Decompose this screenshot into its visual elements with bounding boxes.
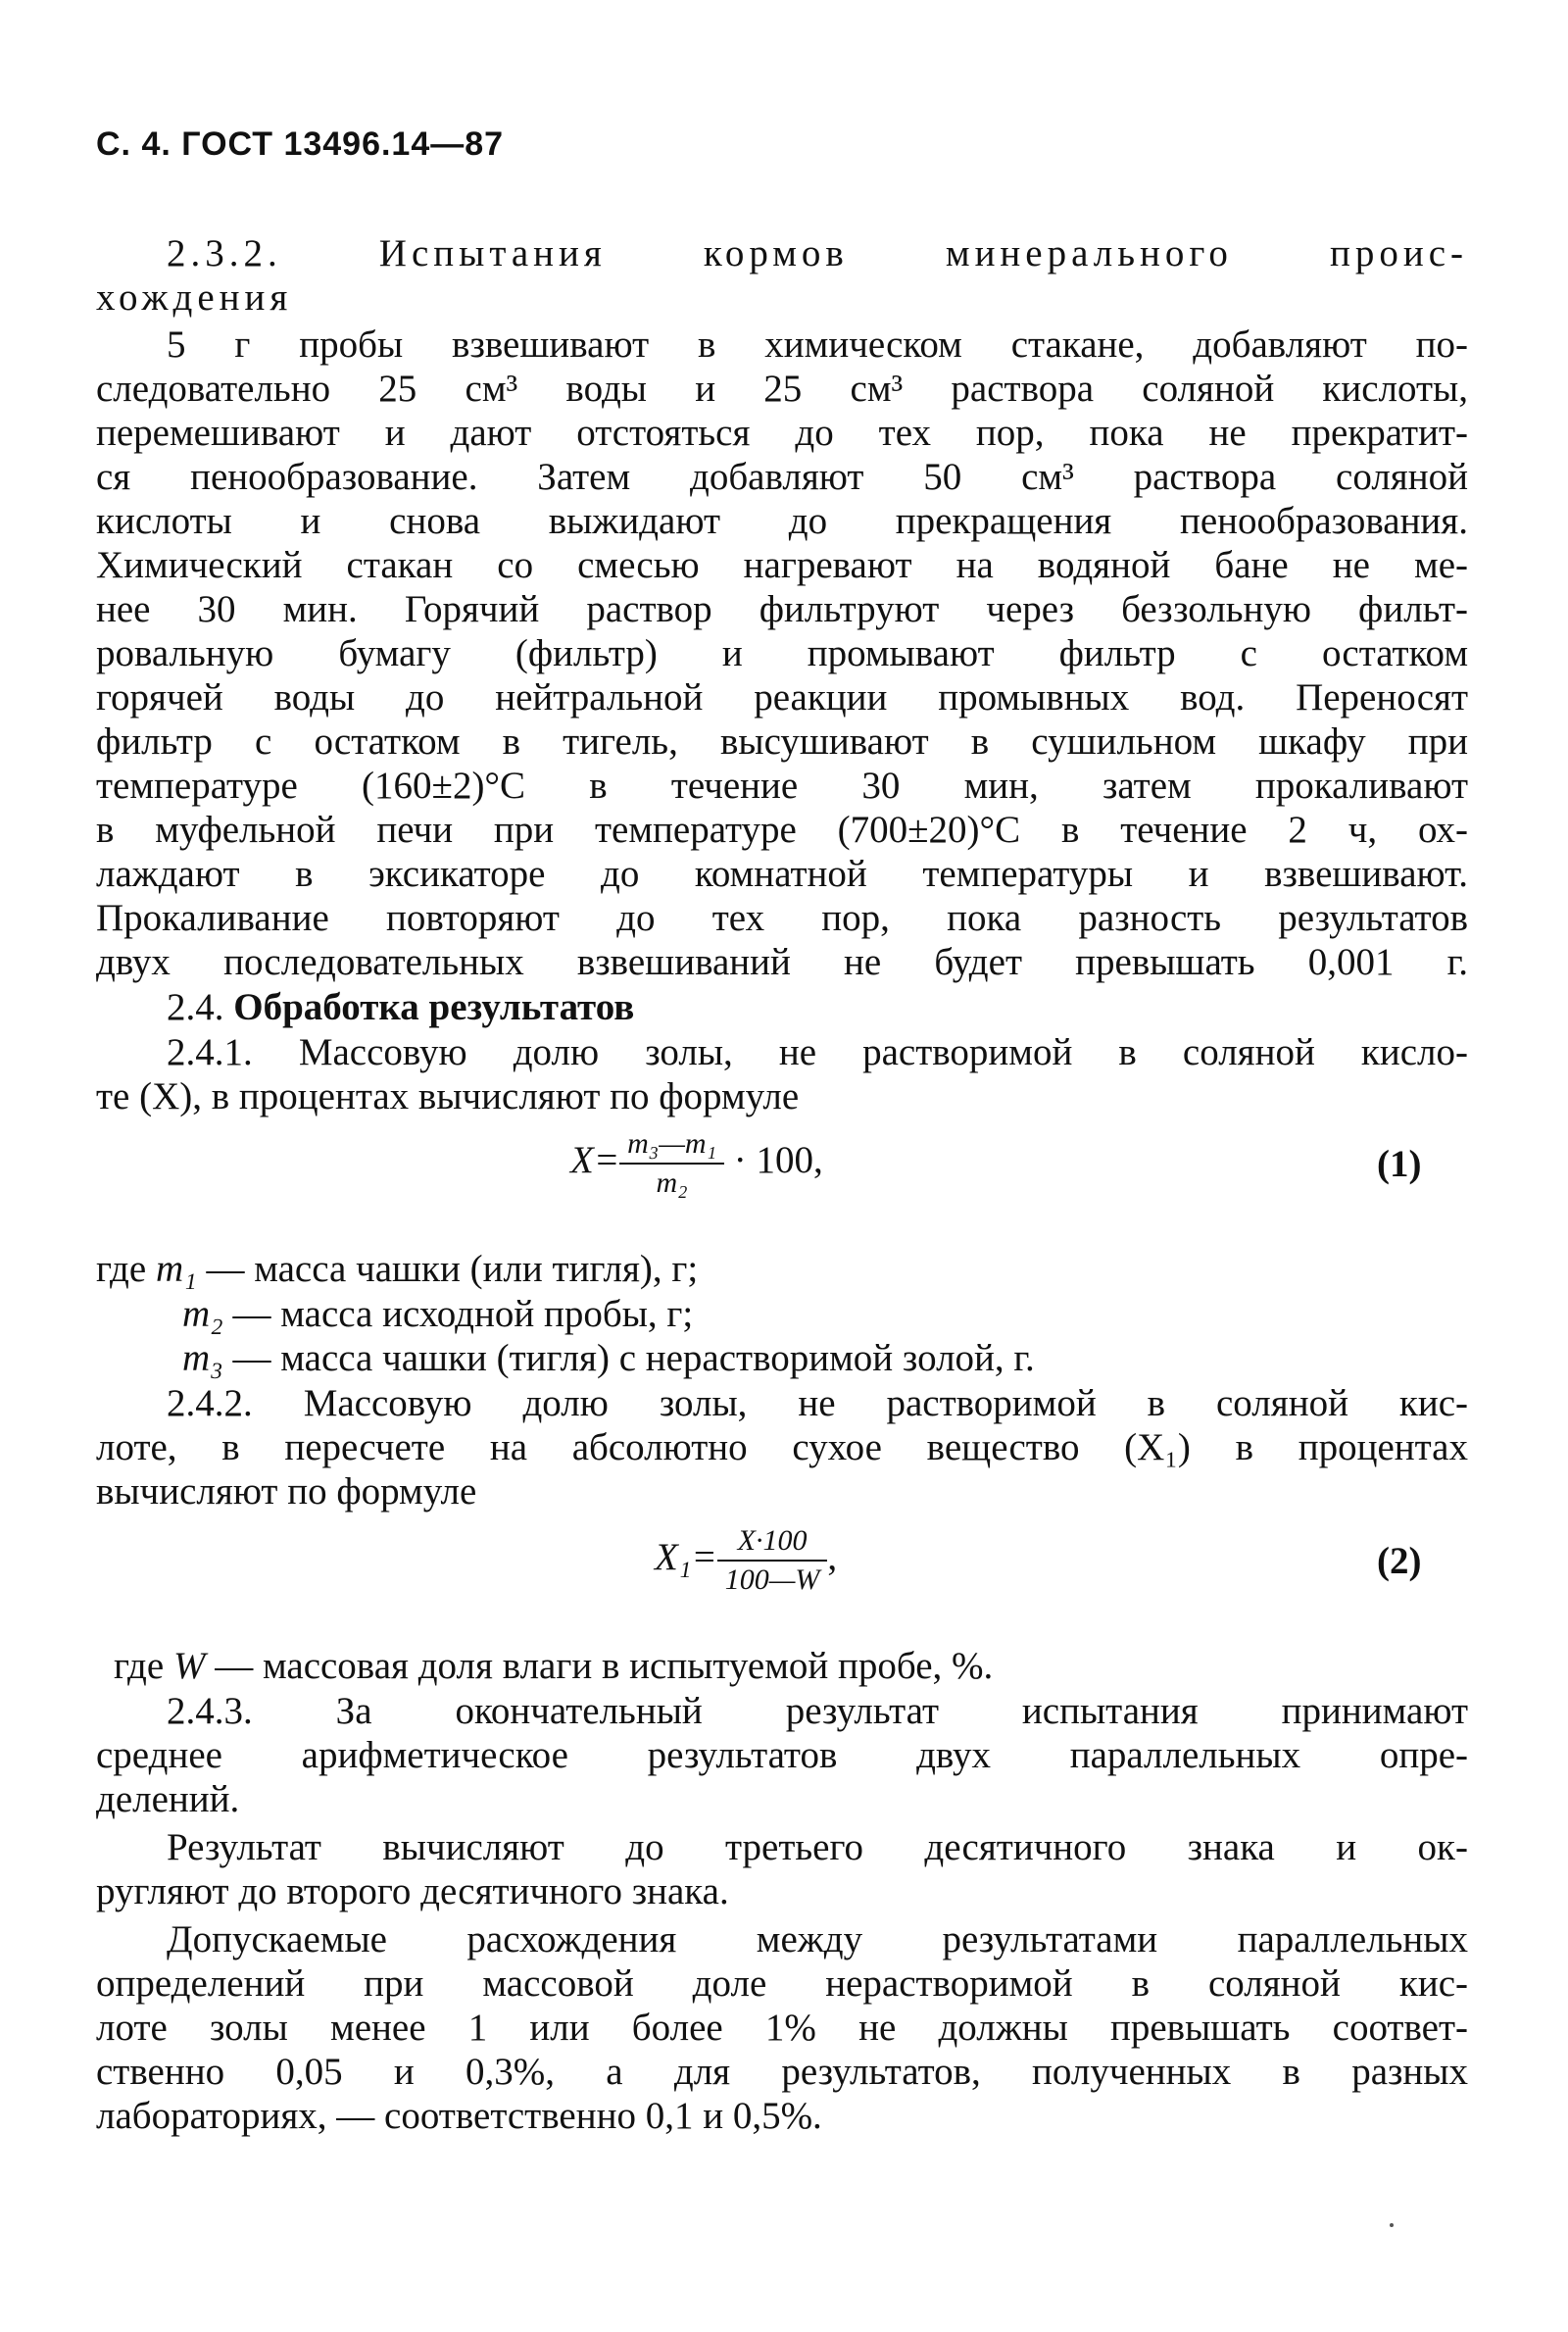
paragraph-line: кислоты и снова выжидают до прекращения пенообразования.: [96, 500, 1468, 542]
paragraph-line: определений при массовой доле нерастворимой в соляной кис-: [96, 1962, 1468, 2005]
page-header: С. 4. ГОСТ 13496.14—87: [96, 125, 505, 163]
where-prefix: где: [114, 1645, 173, 1687]
paragraph-line: лабораториях, — соответственно 0,1 и 0,5%.: [96, 2095, 822, 2137]
paragraph-line: вычисляют по формуле: [96, 1470, 477, 1513]
formula-2-fraction: [717, 1524, 828, 1597]
speck-mark: [1390, 2223, 1394, 2227]
section-2-4-title: Обработка результатов: [233, 986, 635, 1028]
paragraph-line: ровальную бумагу (фильтр) и промывают фильтр с остатком: [96, 632, 1468, 674]
paragraph-line: Прокаливание повторяют до тех пор, пока разность результатов: [96, 897, 1468, 939]
where-line: [114, 1644, 993, 1688]
formula-1-numerator: m₃—m₁: [627, 1127, 717, 1160]
paragraph-line: Результат вычисляют до третьего десятичного знака и ок-: [167, 1826, 1468, 1868]
where-symbol: m₃: [182, 1337, 223, 1379]
paragraph-line: ственно 0,05 и 0,3%, а для результатов, полученных в разных: [96, 2051, 1468, 2093]
where-line: [182, 1336, 1035, 1380]
paragraph-line: в муфельной печи при температуре (700±20)°С в течение 2 ч, ох-: [96, 809, 1468, 851]
where-line: [182, 1292, 693, 1336]
formula-2-denominator: 100—W: [717, 1560, 828, 1597]
formula-2: [655, 1524, 837, 1597]
where-line: [96, 1247, 698, 1291]
paragraph-line: 5 г пробы взвешивают в химическом стакане, добавляют по-: [167, 323, 1468, 366]
formula-1: [570, 1127, 823, 1200]
formula-2-tail: ,: [827, 1535, 838, 1578]
where-symbol: m₁: [155, 1248, 197, 1290]
where-text: — массовая доля влаги в испытуемой пробе, %.: [205, 1645, 994, 1687]
formula-1-tail: · 100,: [733, 1138, 823, 1181]
paragraph-line: нее 30 мин. Горячий раствор фильтруют через беззольную фильт-: [96, 588, 1468, 630]
formula-1-number: (1): [1377, 1143, 1422, 1185]
paragraph-line: следовательно 25 см³ воды и 25 см³ раствора соляной кислоты,: [96, 368, 1468, 410]
where-text: — масса чашки (или тигля), г;: [196, 1248, 699, 1290]
where-symbol: m₂: [182, 1293, 223, 1335]
paragraph-line: лаждают в эксикаторе до комнатной температуры и взвешивают.: [96, 853, 1468, 895]
paragraph-line: делений.: [96, 1778, 240, 1820]
section-2-4-number: 2.4.: [167, 986, 224, 1028]
paragraph-line: Допускаемые расхождения между результатами параллельных: [167, 1918, 1468, 1960]
paragraph-line: 2.4.1. Массовую долю золы, не растворимой в соляной кисло-: [167, 1031, 1468, 1073]
where-symbol: W: [172, 1645, 206, 1687]
formula-2-number: (2): [1377, 1540, 1422, 1582]
section-2-3-2-title-line-1: 2.3.2. Испытания кормов минерального проис-: [167, 232, 1468, 274]
formula-1-denominator: m₂: [619, 1163, 724, 1200]
paragraph-line: ругляют до второго десятичного знака.: [96, 1870, 729, 1912]
paragraph-line: двух последовательных взвешиваний не будет превышать 0,001 г.: [96, 941, 1468, 983]
section-2-4-heading: [96, 985, 1468, 1029]
formula-2-lhs: X₁=: [655, 1535, 717, 1578]
section-2-3-2-title-line-2: хождения: [96, 276, 293, 319]
paragraph-line: перемешивают и дают отстояться до тех пор, пока не прекратит-: [96, 412, 1468, 454]
paragraph-line: Химический стакан со смесью нагревают на водяной бане не ме-: [96, 544, 1468, 586]
paragraph-line: те (X), в процентах вычисляют по формуле: [96, 1075, 800, 1117]
paragraph-line: 2.4.2. Массовую долю золы, не растворимой в соляной кис-: [167, 1382, 1468, 1424]
paragraph-line: горячей воды до нейтральной реакции промывных вод. Переносят: [96, 676, 1468, 719]
where-text: — масса исходной пробы, г;: [222, 1293, 694, 1335]
where-text: — масса чашки (тигля) с нерастворимой золой, г.: [222, 1337, 1035, 1379]
paragraph-line: среднее арифметическое результатов двух параллельных опре-: [96, 1734, 1468, 1776]
paragraph-line: лоте золы менее 1 или более 1% не должны превышать соответ-: [96, 2007, 1468, 2049]
paragraph-line: 2.4.3. За окончательный результат испытания принимают: [167, 1690, 1468, 1732]
formula-1-lhs: X=: [570, 1138, 620, 1181]
formula-1-fraction: [619, 1127, 724, 1200]
paragraph-line: фильтр с остатком в тигель, высушивают в сушильном шкафу при: [96, 720, 1468, 763]
paragraph-line: температуре (160±2)°С в течение 30 мин, затем прокаливают: [96, 765, 1468, 807]
where-prefix: где: [96, 1248, 156, 1290]
formula-2-numerator: X·100: [737, 1524, 808, 1557]
paragraph-line: лоте, в пересчете на абсолютно сухое вещество (X₁) в процентах: [96, 1426, 1468, 1468]
paragraph-line: ся пенообразование. Затем добавляют 50 см³ раствора соляной: [96, 456, 1468, 498]
